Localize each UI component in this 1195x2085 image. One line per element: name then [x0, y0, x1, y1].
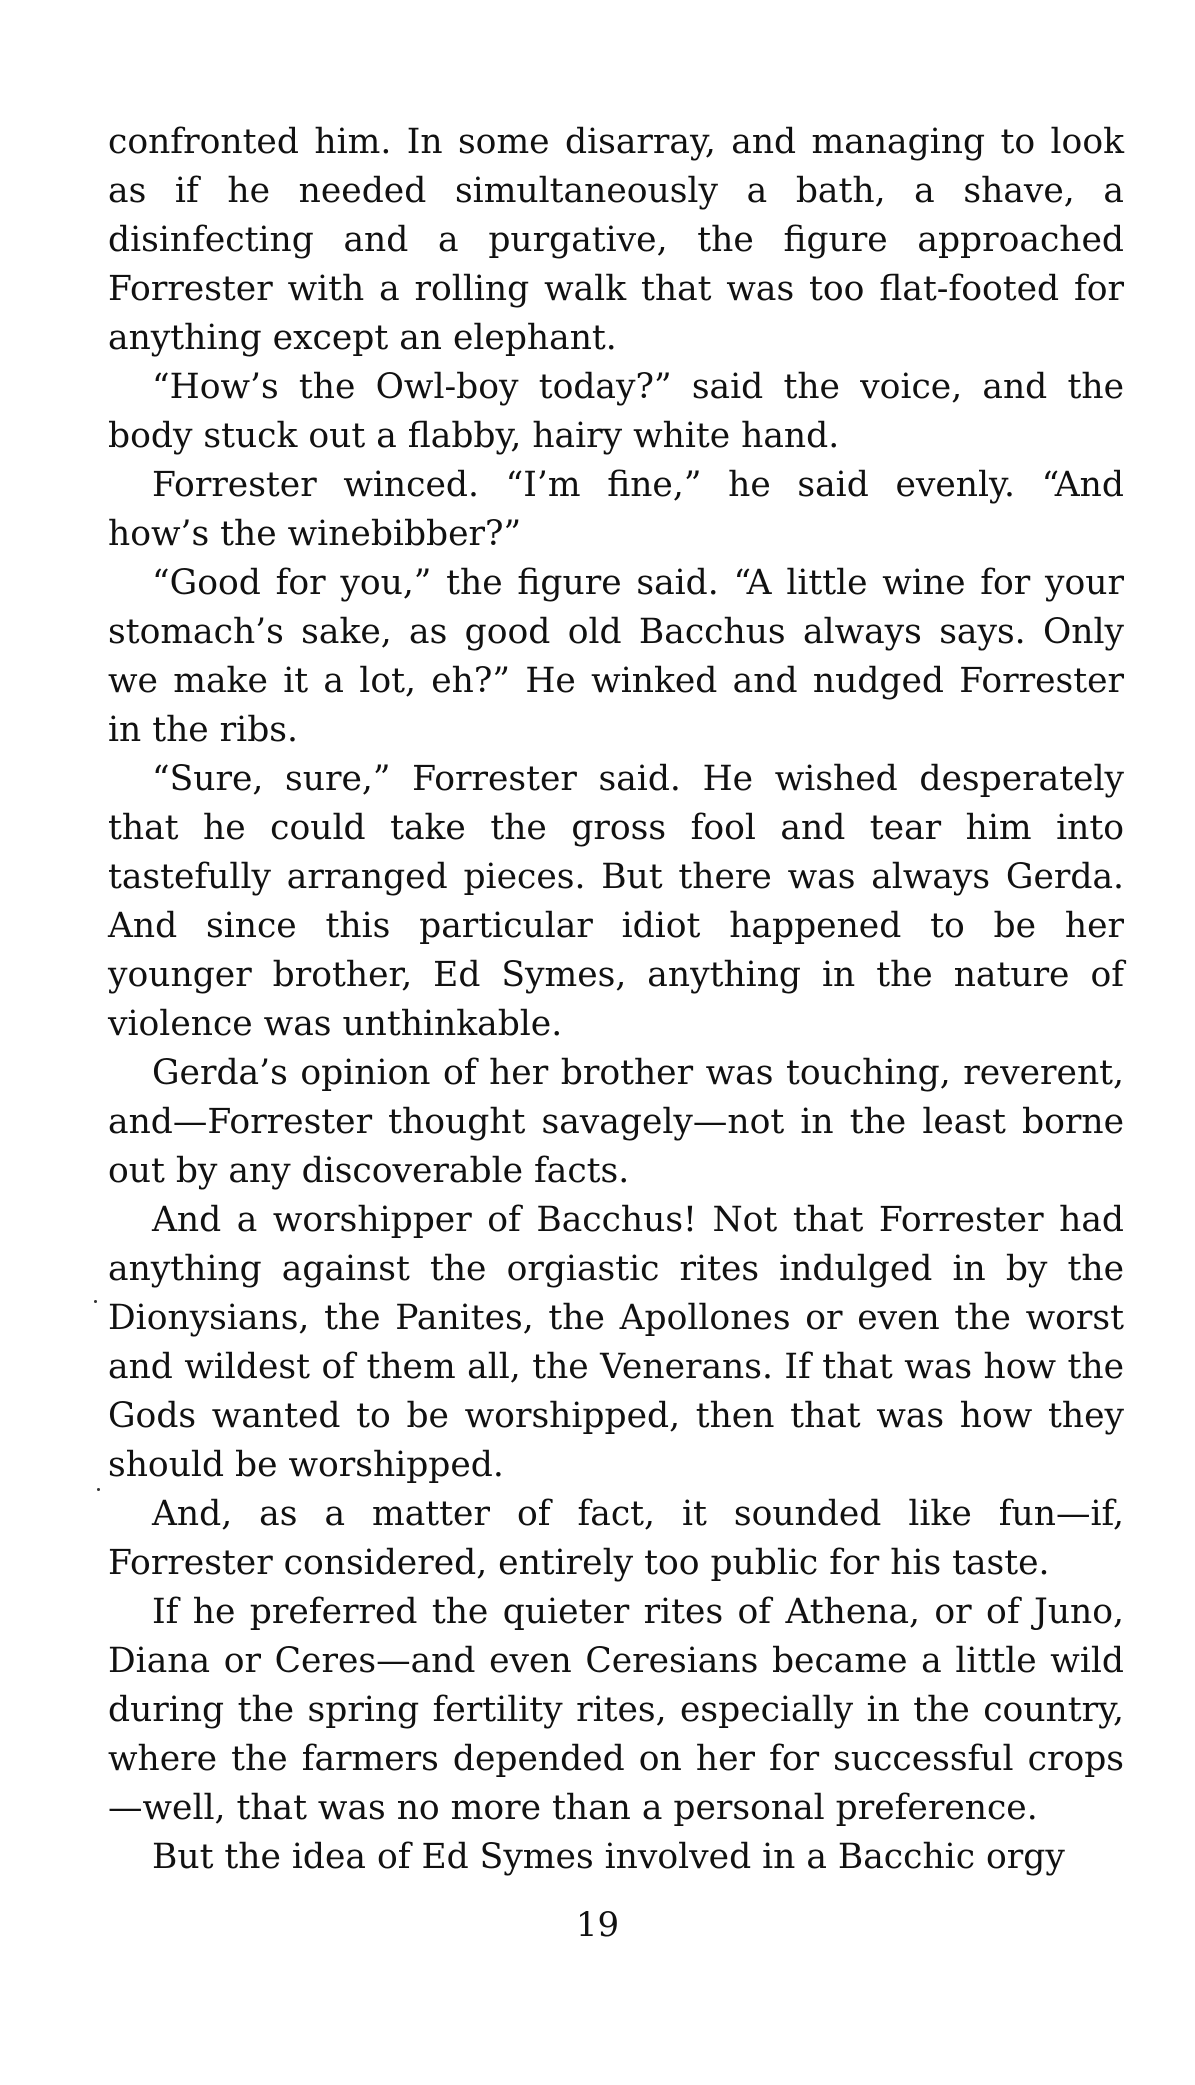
paragraph-8: And, as a matter of fact, it sounded like fun—if, Forrester considered, entirely too public for his taste.: [108, 1494, 1124, 1583]
paragraph-4: “Good for you,” the figure said. “A little wine for your stomach’s sake, as good old Bacchus always says. Only we make it a lot, eh?” He winked and nudged Forrester in the ribs.: [108, 563, 1124, 750]
print-speck: [97, 1488, 100, 1491]
paragraph-3: Forrester winced. “I’m fine,” he said evenly. “And how’s the winebibber?”: [108, 465, 1124, 554]
paragraph-9: If he preferred the quieter rites of Athena, or of Juno, Diana or Ceres—and even Ceresians became a little wild during the spring fertility rites, especially in the country, where the farmers depended on her for successful crops —well, that was no more than a personal preference.: [108, 1592, 1124, 1828]
paragraph-7: And a worshipper of Bacchus! Not that Forrester had anything against the orgiastic rites indulged in by the Dionysians, the Panites, the Apollones or even the worst and wildest of them all, the Venerans. If that was how the Gods wanted to be worshipped, then that was how they should be worshipped.: [108, 1200, 1124, 1485]
paragraph-5: “Sure, sure,” Forrester said. He wished desperately that he could take the gross fool and tear him into tastefully arranged pieces. But there was always Gerda. And since this particular idiot happened to be her younger brother, Ed Symes, anything in the nature of violence was unthinkable.: [108, 759, 1124, 1044]
paragraph-2: “How’s the Owl-boy today?” said the voice, and the body stuck out a flabby, hairy white hand.: [108, 367, 1124, 456]
print-speck: [94, 1300, 97, 1303]
paragraph-6: Gerda’s opinion of her brother was touching, reverent, and—Forrester thought savagely—not in the least borne out by any discoverable facts.: [108, 1053, 1124, 1191]
body-text: [108, 118, 1124, 1882]
paragraph-1: confronted him. In some disarray, and managing to look as if he needed simultaneously a bath, a shave, a disinfecting and a purgative, the figure approached Forrester with a rolling walk that was too flat-footed for anything except an elephant.: [108, 122, 1124, 358]
paragraph-10: But the idea of Ed Symes involved in a Bacchic orgy: [152, 1837, 1065, 1877]
page-number: 19: [575, 1905, 620, 1945]
